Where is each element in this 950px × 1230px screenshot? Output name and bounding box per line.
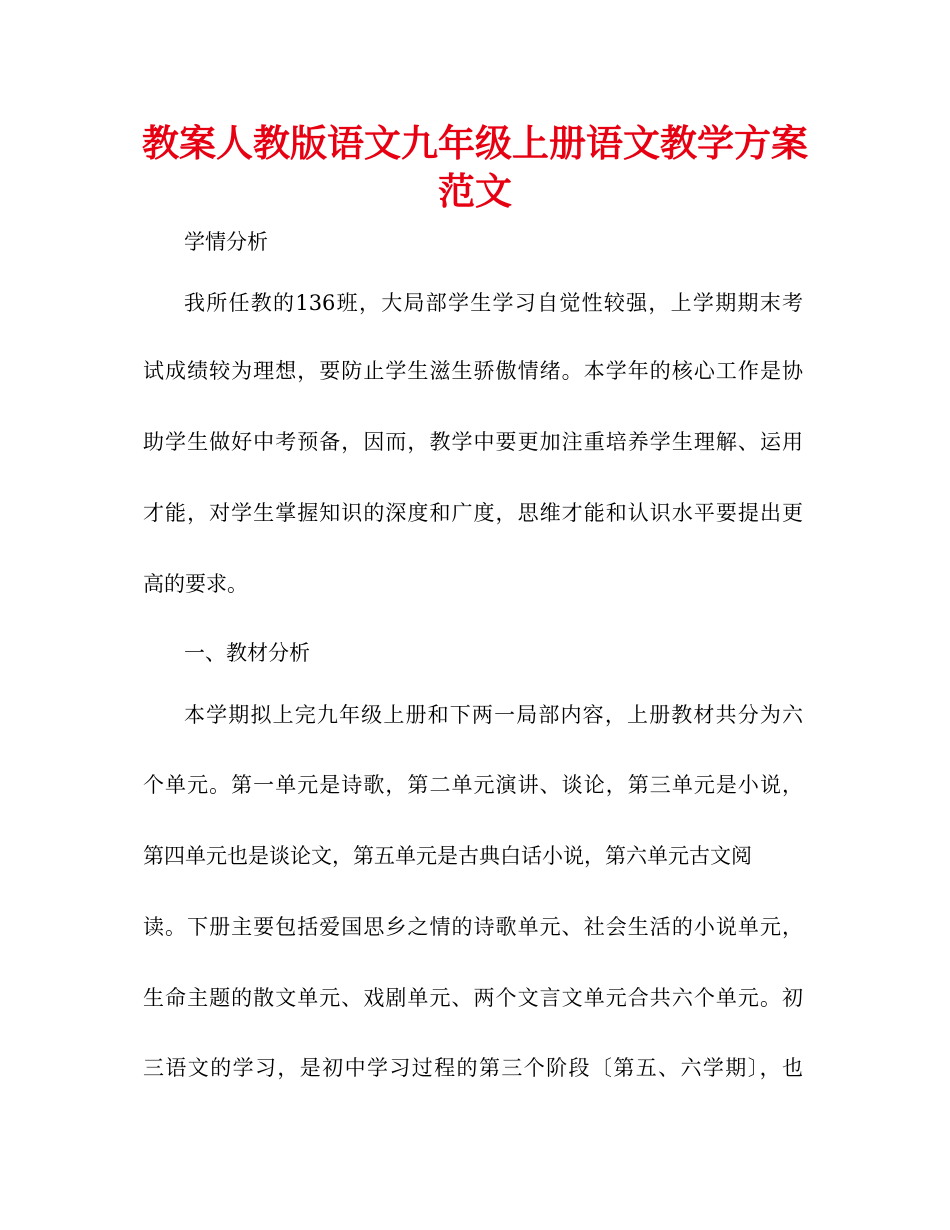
document-title-line-2: 范文 (438, 170, 512, 213)
paragraph-line: 高的要求。 (143, 572, 248, 596)
paragraph-line: 试成绩较为理想，要防止学生滋生骄傲情绪。本学年的核心工作是协 (143, 359, 803, 383)
section-heading-textbook-analysis: 一、教材分析 (184, 641, 310, 665)
paragraph-line: 本学期拟上完九年级上册和下两一局部内容，上册教材共分为六 (184, 703, 803, 727)
paragraph-line: 才能，对学生掌握知识的深度和广度，思维才能和认识水平要提出更 (143, 501, 803, 525)
document-title-line-1: 教案人教版语文九年级上册语文教学方案 (142, 122, 808, 165)
paragraph-line: 个单元。第一单元是诗歌，第二单元演讲、谈论，第三单元是小说， (143, 773, 803, 797)
section-heading-learning-analysis: 学情分析 (184, 230, 268, 254)
paragraph-line: 我所任教的136班，大局部学生学习自觉性较强，上学期期末考 (184, 291, 803, 315)
paragraph-line: 三语文的学习，是初中学习过程的第三个阶段〔第五、六学期〕，也 (143, 1056, 803, 1080)
paragraph-line: 助学生做好中考预备，因而，教学中要更加注重培养学生理解、运用 (143, 430, 803, 454)
paragraph-line: 读。下册主要包括爱国思乡之情的诗歌单元、社会生活的小说单元， (143, 915, 803, 939)
paragraph-line: 第四单元也是谈论文，第五单元是古典白话小说，第六单元古文阅 (143, 844, 752, 868)
paragraph-line: 生命主题的散文单元、戏剧单元、两个文言文单元合共六个单元。初 (143, 986, 803, 1010)
